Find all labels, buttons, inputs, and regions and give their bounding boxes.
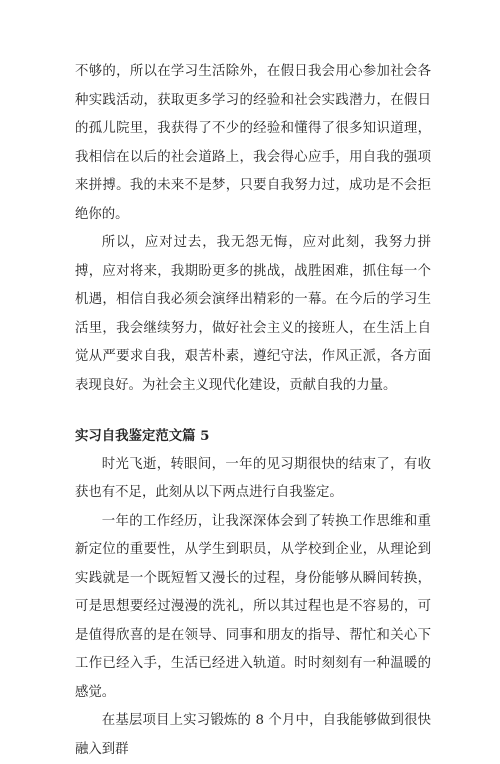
paragraph-project-practice: 在基层项目上实习锻炼的 8 个月中，自我能够做到很快融入到群	[75, 713, 431, 757]
paragraph-continuation: 不够的，所以在学习生活除外，在假日我会用心参加社会各种实践活动，获取更多学习的经验和社会实践潜力，在假日的孤儿院里，我获得了不少的经验和懂得了很多知识道理，我相信在以后的社会道路上，我会得心应手，用自我的强项来拼搏。我的未来不是梦，只要自我努力过，成功是不会拒绝你的。	[75, 64, 431, 222]
paragraph-conclusion: 所以，应对过去，我无怨无悔，应对此刻，我努力拼搏，应对将来，我期盼更多的挑战，战胜困难，抓住每一个机遇，相信自我必须会演绎出精彩的一幕。在今后的学习生活里，我会继续努力，做好社会主义的接班人，在生活上自觉从严要求自我，艰苦朴素，遵纪守法，作风正派，各方面表现良好。为社会主义现代化建设，贡献自我的力量。	[75, 235, 431, 393]
section-heading: 实习自我鉴定范文篇 5	[75, 428, 210, 444]
paragraph-work-experience: 一年的工作经历，让我深深体会到了转换工作思维和重新定位的重要性，从学生到职员，从学校到企业，从理论到实践就是一个既短暂又漫长的过程，身份能够从瞬间转换，可是思想要经过漫漫的洗礼，所以其过程也是不容易的，可是值得欣喜的是在领导、同事和朋友的指导、帮忙和关心下工作已经入手，生活已经进入轨道。时时刻刻有一种温暖的感觉。	[75, 513, 431, 700]
paragraph-intro: 时光飞逝，转眼间，一年的见习期很快的结束了，有收获也有不足，此刻从以下两点进行自我鉴定。	[75, 456, 431, 500]
document-body	[75, 58, 431, 764]
